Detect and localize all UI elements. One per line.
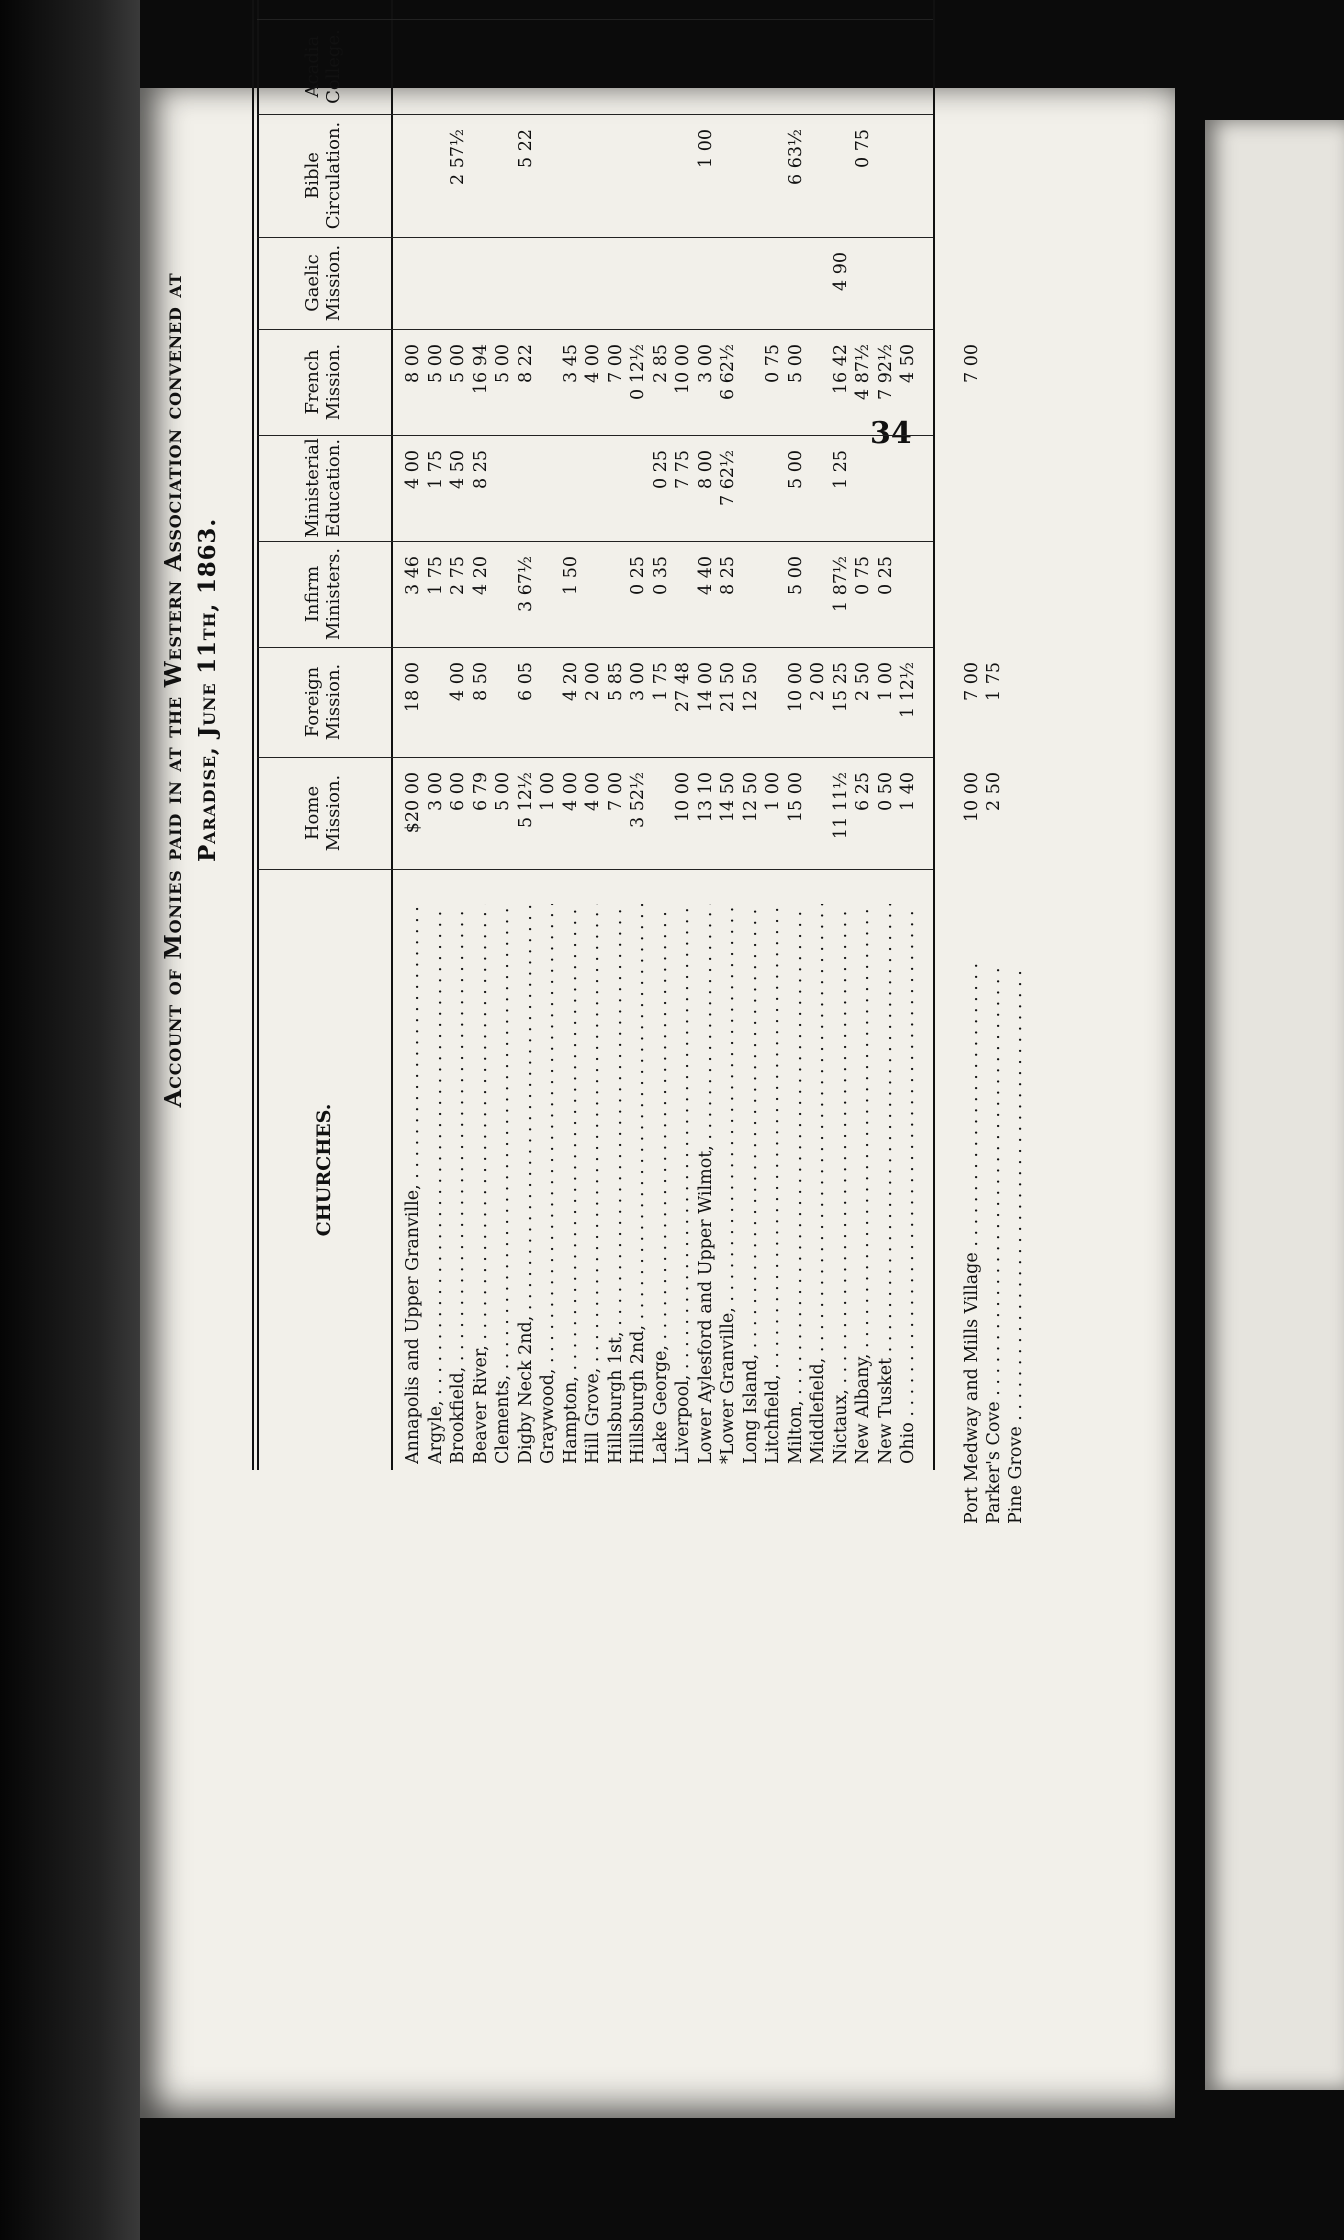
- cell-french: 7 00: [962, 344, 982, 383]
- cell-totals: [694, 0, 719, 20]
- cell-church: Middlefield, . . .: [806, 904, 831, 1464]
- cell-gaelic: 4 90: [830, 252, 851, 291]
- table-row: [874, 0, 899, 1470]
- table-row: [581, 0, 606, 1470]
- cell-church: Long Island, . . .: [739, 904, 764, 1464]
- cell-french: 5 00: [448, 344, 468, 383]
- table-row: [469, 0, 494, 1470]
- cell-infirm: 5 00: [785, 556, 806, 595]
- cell-totals: [446, 0, 471, 20]
- cell-french: 0 75: [763, 344, 783, 383]
- cell-ministerial: 1 25: [830, 450, 851, 489]
- book-spine-shadow: [0, 0, 140, 2240]
- table-row: [604, 0, 629, 1470]
- cell-home: 1 00: [538, 772, 558, 811]
- cell-totals: [581, 0, 606, 20]
- cell-foreign: 8 50: [470, 662, 491, 701]
- table-row: [716, 0, 741, 1470]
- cell-totals: [536, 0, 561, 20]
- column-header-totals: [257, 0, 391, 20]
- cell-french: 5 00: [425, 344, 446, 383]
- cell-french: 4 50: [898, 344, 918, 383]
- column-header-church: CHURCHES.: [313, 1103, 335, 1237]
- cell-church: Lake George, . . .: [649, 904, 674, 1464]
- cell-totals: [761, 0, 786, 20]
- column-header-ministerial: Ministerial Education.: [257, 435, 391, 542]
- cell-foreign: 3 00: [628, 662, 648, 701]
- cell-foreign: 18 00: [403, 662, 423, 713]
- cell-totals: [851, 0, 876, 20]
- cell-french: 3 45: [560, 344, 581, 383]
- column-header-foreign: Foreign Mission.: [257, 647, 391, 758]
- cell-totals: [716, 0, 741, 20]
- cell-foreign: 1 00: [875, 662, 896, 701]
- cell-church: Port Medway and Mills Village . . .: [960, 964, 985, 1524]
- column-header-acadia: Acadia College.: [257, 19, 391, 115]
- cell-home: 10 00: [673, 772, 693, 823]
- table-title: Account of Monies paid in at the Western Association convened at: [160, 272, 187, 1108]
- page-number: 34: [870, 416, 912, 451]
- cell-church: *Lower Granville, . . .: [716, 904, 741, 1464]
- cell-totals: [829, 0, 854, 20]
- table-row: [424, 0, 449, 1470]
- money-table: [257, 0, 933, 1470]
- cell-infirm: 8 25: [718, 556, 738, 595]
- cell-french: 7 92½: [875, 344, 896, 400]
- cell-totals: [401, 0, 426, 20]
- cell-totals: [469, 0, 494, 20]
- cell-ministerial: 5 00: [785, 450, 806, 489]
- table-row: [649, 0, 674, 1470]
- cell-infirm: 3 46: [403, 556, 423, 595]
- cell-french: 16 94: [470, 344, 491, 395]
- cell-home: 7 00: [605, 772, 626, 811]
- table-row: [671, 0, 696, 1470]
- cell-infirm: 0 75: [853, 556, 873, 595]
- cell-home: 5 12½: [515, 772, 536, 828]
- cell-totals: [491, 0, 516, 20]
- table-bottom-rule: [933, 0, 935, 1470]
- cell-french: 5 00: [785, 344, 806, 383]
- cell-totals: [896, 0, 921, 20]
- cell-french: 5 00: [493, 344, 513, 383]
- cell-church: Parker's Cove . . .: [982, 964, 1007, 1524]
- cell-ministerial: 8 25: [470, 450, 491, 489]
- column-header-french: French Mission.: [257, 329, 391, 436]
- table-row: [761, 0, 786, 1470]
- cell-infirm: 4 20: [470, 556, 491, 595]
- cell-totals: [671, 0, 696, 20]
- cell-home: 3 00: [425, 772, 446, 811]
- cell-french: 4 00: [583, 344, 603, 383]
- cell-church: Brookfield, . . .: [446, 904, 471, 1464]
- cell-bible: 5 22: [515, 129, 536, 168]
- table-row: [559, 0, 584, 1470]
- cell-home: 0 50: [875, 772, 896, 811]
- cell-home: 1 00: [763, 772, 783, 811]
- cell-bible: 0 75: [853, 129, 873, 168]
- cell-french: 8 00: [403, 344, 423, 383]
- cell-bible: 6 63½: [785, 129, 806, 185]
- header-rule: [391, 0, 393, 1470]
- cell-church: Pine Grove . . .: [1004, 964, 1029, 1524]
- cell-foreign: 27 48: [673, 662, 693, 713]
- cell-ministerial: 0 25: [650, 450, 671, 489]
- cell-foreign: 21 50: [718, 662, 738, 713]
- column-header-infirm: Infirm Ministers.: [257, 541, 391, 648]
- cell-french: 7 00: [605, 344, 626, 383]
- cell-ministerial: 7 62½: [718, 450, 738, 506]
- cell-ministerial: 7 75: [673, 450, 693, 489]
- cell-bible: 2 57½: [448, 129, 468, 185]
- cell-church: Digby Neck 2nd, . . .: [514, 904, 539, 1464]
- cell-home: 13 10: [695, 772, 716, 823]
- cell-infirm: 0 35: [650, 556, 671, 595]
- table-row: [536, 0, 561, 1470]
- continued-row: [1004, 0, 1029, 1530]
- cell-church: Hill Grove, . . .: [581, 904, 606, 1464]
- column-header-gaelic: Gaelic Mission.: [257, 237, 391, 330]
- cell-church: Lower Aylesford and Upper Wilmot, . . .: [694, 904, 719, 1464]
- cell-home: 11 11½: [830, 772, 851, 840]
- cell-french: 4 87½: [853, 344, 873, 400]
- cell-infirm: 4 40: [695, 556, 716, 595]
- cell-foreign: 6 05: [515, 662, 536, 701]
- table-row: [806, 0, 831, 1470]
- cell-foreign: 1 12½: [898, 662, 918, 718]
- table-row: [829, 0, 854, 1470]
- cell-home: 15 00: [785, 772, 806, 823]
- cell-foreign: 2 00: [583, 662, 603, 701]
- cell-french: 8 22: [515, 344, 536, 383]
- cell-church: Clements, . . .: [491, 904, 516, 1464]
- cell-totals: [424, 0, 449, 20]
- cell-totals: [604, 0, 629, 20]
- cell-foreign: 7 00: [962, 662, 982, 701]
- rotated-table-block: [160, 0, 1026, 1524]
- cell-foreign: 2 00: [808, 662, 828, 701]
- cell-home: 2 50: [984, 772, 1004, 811]
- cell-church: Beaver River, . . .: [469, 904, 494, 1464]
- table-subtitle: Paradise, June 11th, 1863.: [194, 517, 221, 863]
- cell-infirm: 2 75: [448, 556, 468, 595]
- cell-infirm: 1 75: [425, 556, 446, 595]
- cell-infirm: 1 87½: [830, 556, 851, 612]
- cell-foreign: 15 25: [830, 662, 851, 713]
- cell-bible: 1 00: [695, 129, 716, 168]
- cell-totals: [784, 0, 809, 20]
- cell-infirm: 1 50: [560, 556, 581, 595]
- table-row: [446, 0, 471, 1470]
- table-row: [784, 0, 809, 1470]
- cell-church: Annapolis and Upper Granville, . . .: [401, 904, 426, 1464]
- cell-church: New Albany, . . .: [851, 904, 876, 1464]
- cell-church: New Tusket . . .: [874, 904, 899, 1464]
- cell-totals: [806, 0, 831, 20]
- page-gutter: [1175, 130, 1205, 2080]
- cell-church: Argyle, . . .: [424, 904, 449, 1464]
- cell-church: Hampton, . . .: [559, 904, 584, 1464]
- cell-foreign: 4 00: [448, 662, 468, 701]
- cell-home: 6 79: [470, 772, 491, 811]
- top-double-rule: [252, 0, 254, 1470]
- cell-ministerial: 4 00: [403, 450, 423, 489]
- cell-church: Hillsburgh 1st, . . .: [604, 904, 629, 1464]
- cell-home: 5 00: [493, 772, 513, 811]
- table-row: [851, 0, 876, 1470]
- table-row: [694, 0, 719, 1470]
- cell-infirm: 0 25: [628, 556, 648, 595]
- cell-totals: [559, 0, 584, 20]
- cell-church: Liverpool, . . .: [671, 904, 696, 1464]
- cell-church: Milton, . . .: [784, 904, 809, 1464]
- table-row: [626, 0, 651, 1470]
- cell-french: 2 85: [650, 344, 671, 383]
- cell-ministerial: 4 50: [448, 450, 468, 489]
- table-row: [401, 0, 426, 1470]
- cell-french: 6 62½: [718, 344, 738, 400]
- cell-foreign: 10 00: [785, 662, 806, 713]
- cell-church: Graywood, . . .: [536, 904, 561, 1464]
- column-header-home: Home Mission.: [257, 757, 391, 870]
- cell-french: 0 12½: [628, 344, 648, 400]
- cell-foreign: 14 00: [695, 662, 716, 713]
- cell-foreign: 5 85: [605, 662, 626, 701]
- cell-infirm: 0 25: [875, 556, 896, 595]
- facing-page-edge: [1205, 120, 1344, 2090]
- cell-totals: [739, 0, 764, 20]
- cell-church: Ohio . . .: [896, 904, 921, 1464]
- cell-french: 3 00: [695, 344, 716, 383]
- table-row: [514, 0, 539, 1470]
- cell-foreign: 2 50: [853, 662, 873, 701]
- cell-totals: [626, 0, 651, 20]
- cell-home: 14 50: [718, 772, 738, 823]
- cell-foreign: 12 50: [740, 662, 761, 713]
- cell-home: 4 00: [583, 772, 603, 811]
- column-header-bible: Bible Circulation.: [257, 114, 391, 238]
- cell-home: 10 00: [962, 772, 982, 823]
- table-row: [491, 0, 516, 1470]
- cell-foreign: 4 20: [560, 662, 581, 701]
- cell-totals: [874, 0, 899, 20]
- cell-french: 16 42: [830, 344, 851, 395]
- cell-home: 3 52½: [628, 772, 648, 828]
- cell-home: 6 25: [853, 772, 873, 811]
- cell-foreign: 1 75: [984, 662, 1004, 701]
- cell-ministerial: 1 75: [425, 450, 446, 489]
- cell-french: 10 00: [673, 344, 693, 395]
- table-row: [739, 0, 764, 1470]
- cell-totals: [649, 0, 674, 20]
- cell-home: 12 50: [740, 772, 761, 823]
- cell-foreign: 1 75: [650, 662, 671, 701]
- cell-home: 4 00: [560, 772, 581, 811]
- cell-home: 1 40: [898, 772, 918, 811]
- cell-church: Nictaux, . . .: [829, 904, 854, 1464]
- cell-ministerial: 8 00: [695, 450, 716, 489]
- cell-home: 6 00: [448, 772, 468, 811]
- cell-infirm: 3 67½: [515, 556, 536, 612]
- table-row: [896, 0, 921, 1470]
- cell-church: Litchfield, . . .: [761, 904, 786, 1464]
- cell-totals: [514, 0, 539, 20]
- cell-church: Hillsburgh 2nd, . . .: [626, 904, 651, 1464]
- cell-home: $20 00: [403, 772, 423, 834]
